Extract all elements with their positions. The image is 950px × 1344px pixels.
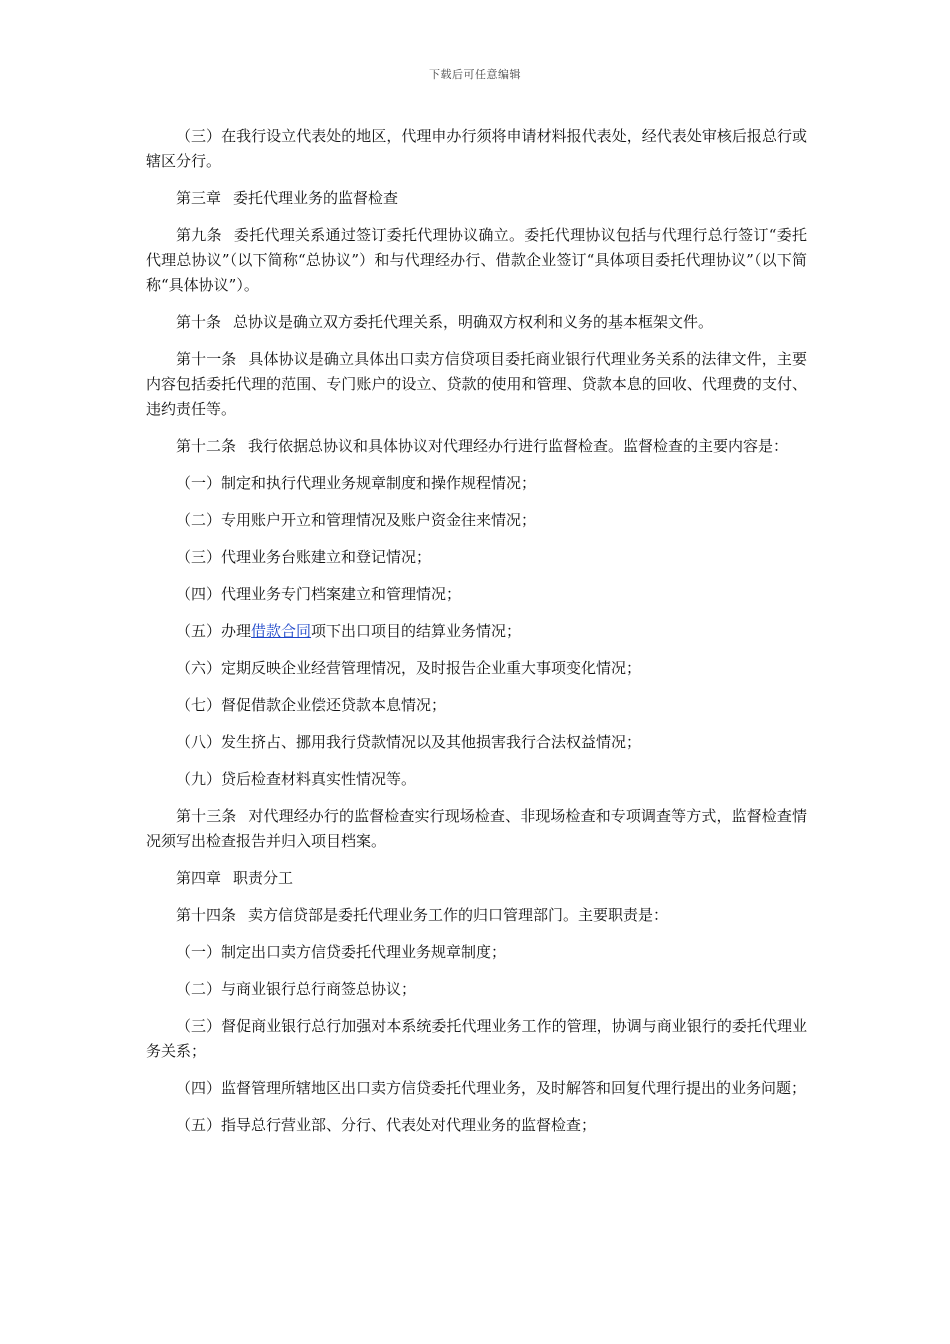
article-12	[146, 434, 807, 459]
chapter-3-heading	[146, 186, 807, 211]
inspection-item-2: （二）专用账户开立和管理情况及账户资金往来情况；	[176, 511, 537, 529]
article-number: 第十二条	[176, 437, 237, 455]
article-14	[146, 903, 807, 928]
article-9	[146, 223, 807, 298]
inspection-item-6: （六）定期反映企业经营管理情况，及时报告企业重大事项变化情况；	[176, 659, 642, 677]
article-11	[146, 347, 807, 422]
article-text: 卖方信贷部是委托代理业务工作的归口管理部门。主要职责是：	[248, 906, 669, 924]
article-number: 第十一条	[176, 350, 237, 368]
duty-item-2: （二）与商业银行总行商签总协议；	[176, 980, 417, 998]
document-body	[146, 124, 807, 1150]
duty-item-3: （三）督促商业银行总行加强对本系统委托代理业务工作的管理，协调与商业银行的委托代理业务关系；	[146, 1017, 807, 1060]
item-text-suffix: 项下出口项目的结算业务情况；	[311, 622, 522, 640]
inspection-item-7: （七）督促借款企业偿还贷款本息情况；	[176, 696, 447, 714]
article-text: 具体协议是确立具体出口卖方信贷项目委托商业银行代理业务关系的法律文件，主要内容包括委托代理的范围、专门账户的设立、贷款的使用和管理、贷款本息的回收、代理费的支付、违约责任等。	[146, 350, 807, 418]
chapter-title: 职责分工	[233, 869, 294, 887]
article-number: 第十三条	[176, 807, 237, 825]
article-text: 对代理经办行的监督检查实行现场检查、非现场检查和专项调查等方式，监督检查情况须写出检查报告并归入项目档案。	[146, 807, 807, 850]
article-number: 第十四条	[176, 906, 237, 924]
chapter-number: 第三章	[176, 189, 222, 207]
chapter-4-heading	[146, 866, 807, 891]
inspection-item-4: （四）代理业务专门档案建立和管理情况；	[176, 585, 462, 603]
inspection-item-5	[146, 619, 807, 644]
inspection-item-8: （八）发生挤占、挪用我行贷款情况以及其他损害我行合法权益情况；	[176, 733, 642, 751]
clause-3-representative-office: （三）在我行设立代表处的地区，代理申办行须将申请材料报代表处，经代表处审核后报总行或辖区分行。	[146, 127, 807, 170]
page-header: 下载后可任意编辑	[429, 68, 521, 81]
article-13	[146, 804, 807, 854]
duty-item-5: （五）指导总行营业部、分行、代表处对代理业务的监督检查；	[176, 1116, 597, 1134]
chapter-number: 第四章	[176, 869, 222, 887]
duty-item-1: （一）制定出口卖方信贷委托代理业务规章制度；	[176, 943, 507, 961]
article-text: 总协议是确立双方委托代理关系，明确双方权利和义务的基本框架文件。	[233, 313, 714, 331]
item-text-prefix: （五）办理	[176, 622, 252, 640]
article-text: 委托代理关系通过签订委托代理协议确立。委托代理协议包括与代理行总行签订“委托代理总协议”（以下简称“总协议”）和与代理经办行、借款企业签订“具体项目委托代理协议”（以下简称“具体协议”）。	[146, 226, 807, 294]
article-text: 我行依据总协议和具体协议对代理经办行进行监督检查。监督检查的主要内容是：	[248, 437, 789, 455]
article-number: 第九条	[176, 226, 222, 244]
duty-item-4: （四）监督管理所辖地区出口卖方信贷委托代理业务，及时解答和回复代理行提出的业务问题；	[176, 1079, 807, 1097]
inspection-item-9: （九）贷后检查材料真实性情况等。	[176, 770, 417, 788]
inspection-item-1: （一）制定和执行代理业务规章制度和操作规程情况；	[176, 474, 537, 492]
article-10	[146, 310, 807, 335]
article-number: 第十条	[176, 313, 222, 331]
chapter-title: 委托代理业务的监督检查	[233, 189, 399, 207]
loan-contract-link[interactable]: 借款合同	[251, 622, 312, 640]
inspection-item-3: （三）代理业务台账建立和登记情况；	[176, 548, 432, 566]
